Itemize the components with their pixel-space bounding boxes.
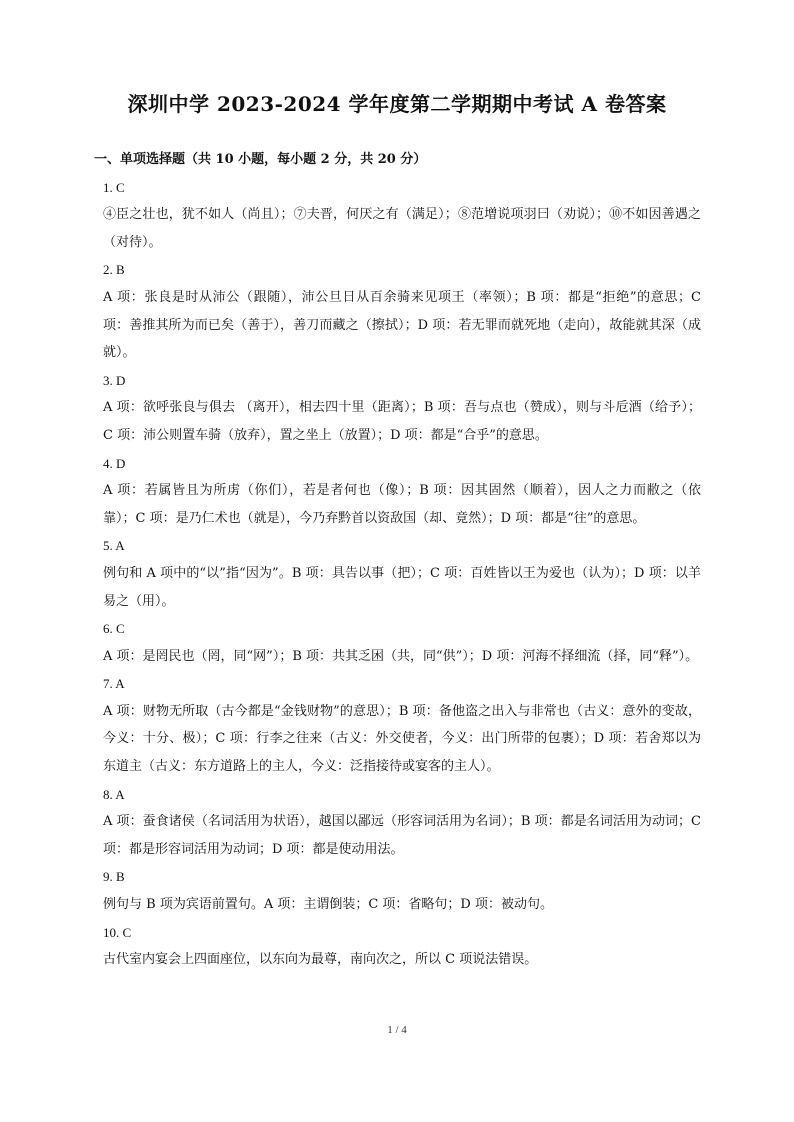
question-10 — [103, 919, 701, 974]
question-number: 5. A — [103, 538, 125, 554]
question-4 — [103, 450, 701, 533]
page-title: 深圳中学 2023-2024 学年度第二学期期中考试 A 卷答案 — [127, 92, 667, 116]
question-explanation: 例句与 B 项为宾语前置句。A 项：主谓倒装；C 项：省略句；D 项：被动句。 — [103, 897, 553, 913]
question-9 — [103, 863, 701, 918]
question-explanation: A 项：欲呼张良与俱去 （离开），相去四十里（距离）；B 项：吾与点也（赞成），则与斗卮酒（给予）；C 项：沛公则置车骑（放弃），置之坐上（放置）；D 项：都是“合乎”的意思。 — [103, 400, 701, 443]
question-number: 4. D — [103, 455, 126, 471]
question-number: 6. C — [103, 621, 125, 637]
question-number: 2. B — [103, 262, 125, 278]
question-number: 10. C — [103, 924, 132, 940]
question-explanation: ④臣之壮也，犹不如人（尚且）；⑦夫晋，何厌之有（满足）；⑧范增说项羽曰（劝说）；⑩不如因善遇之（对待）。 — [103, 207, 701, 250]
question-explanation: A 项：若属皆且为所虏（你们），若是者何也（像）；B 项：因其固然（顺着），因人之力而敝之（依靠）；C 项：是乃仁术也（就是），今乃弃黔首以资敌国（却、竟然）；D 项：都是“往”的意思。 — [103, 483, 701, 526]
question-explanation: A 项：财物无所取（古今都是“金钱财物”的意思）；B 项：备他盗之出入与非常也（古义：意外的变故，今义：十分、极）；C 项：行李之往来（古义：外交使者，今义：出门所带的包裹）；D 项：若舍郑以为东道主（古义：东方道路上的主人，今义：泛指接待或宴客的主人）。 — [103, 703, 701, 775]
question-5 — [103, 532, 701, 615]
question-explanation: 古代室内宴会上四面座位，以东向为最尊，南向次之，所以 C 项说法错误。 — [103, 952, 538, 968]
question-number: 1. C — [103, 179, 125, 195]
section-heading: 一、单项选择题（共 10 小题，每小题 2 分，共 20 分） — [94, 152, 427, 167]
answer-content — [94, 146, 701, 974]
question-explanation: A 项：是罔民也（罔，同“网”）；B 项：共其乏困（共，同“供”）；D 项：河海不择细流（择，同“释”）。 — [103, 648, 699, 664]
question-3 — [103, 367, 701, 450]
question-explanation: 例句和 A 项中的“以”指“因为”。B 项：具告以事（把）；C 项：百姓皆以王为爱也（认为）；D 项：以羊易之（用）。 — [103, 565, 701, 609]
question-8 — [103, 781, 701, 864]
question-number: 9. B — [103, 869, 125, 885]
question-7 — [103, 670, 701, 780]
page-number: 1 / 4 — [387, 1024, 407, 1036]
question-explanation: A 项：张良是时从沛公（跟随），沛公旦日从百余骑来见项王（率领）；B 项：都是“拒绝”的意思；C 项：善推其所为而已矣（善于），善刀而藏之（擦拭）；D 项：若无罪而就死地（走向），故能就其深（成就）。 — [103, 289, 701, 361]
question-explanation: A 项：蚕食诸侯（名词活用为状语），越国以鄙远（形容词活用为名词）；B 项：都是名词活用为动词；C 项：都是形容词活用为动词；D 项：都是使动用法。 — [103, 814, 701, 857]
question-number: 7. A — [103, 676, 125, 692]
question-1 — [103, 174, 701, 257]
question-6 — [103, 615, 701, 670]
question-2 — [103, 256, 701, 366]
question-number: 3. D — [103, 372, 126, 388]
question-number: 8. A — [103, 786, 125, 802]
